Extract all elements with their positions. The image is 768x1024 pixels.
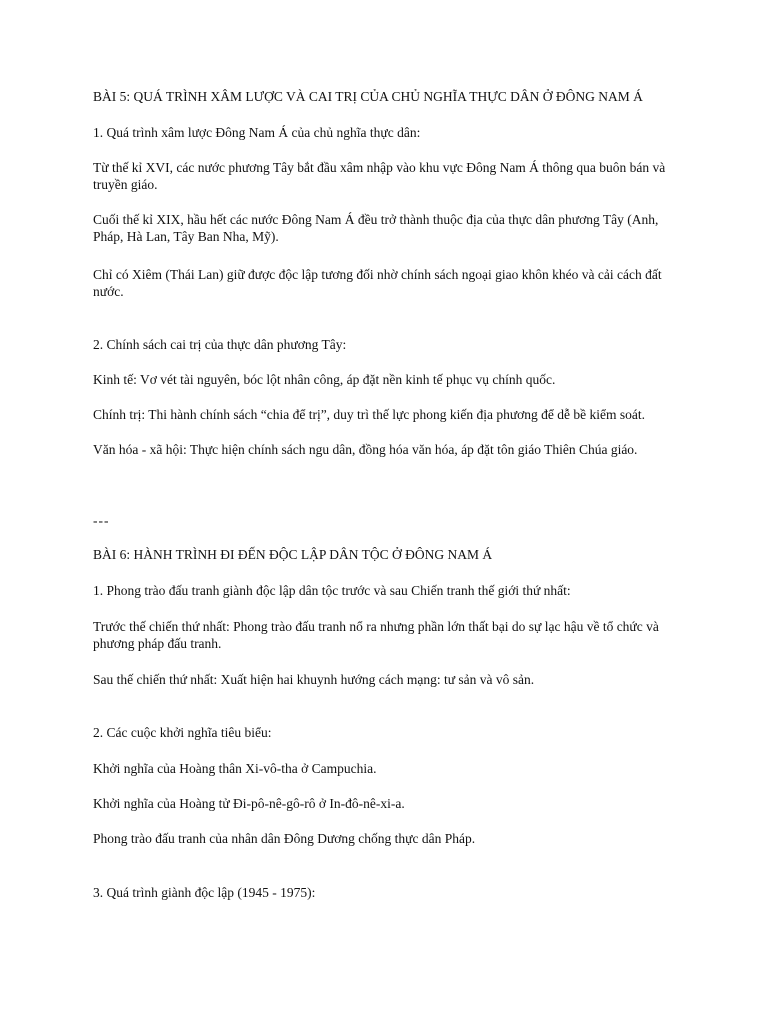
lesson5-section1-heading: 1. Quá trình xâm lược Đông Nam Á của chủ nghĩa thực dân:: [93, 125, 421, 140]
lesson5-section1-paragraph: Từ thế kỉ XVI, các nước phương Tây bắt đầu xâm nhập vào khu vực Đông Nam Á thông qua buôn bán và truyền giáo.: [93, 160, 666, 192]
section-separator: ---: [93, 513, 110, 528]
lesson5-title: BÀI 5: QUÁ TRÌNH XÂM LƯỢC VÀ CAI TRỊ CỦA CHỦ NGHĨA THỰC DÂN Ở ĐÔNG NAM Á: [93, 89, 643, 104]
lesson5-section2-paragraph: Kinh tế: Vơ vét tài nguyên, bóc lột nhân công, áp đặt nền kinh tế phục vụ chính quốc.: [93, 372, 556, 387]
lesson6-section1-paragraph: Trước thế chiến thứ nhất: Phong trào đấu tranh nổ ra nhưng phần lớn thất bại do sự lạc hậu về tổ chức và phương pháp đấu tranh.: [93, 619, 659, 651]
lesson6-section1-paragraph: Sau thế chiến thứ nhất: Xuất hiện hai khuynh hướng cách mạng: tư sản và vô sản.: [93, 672, 535, 687]
lesson6-title: BÀI 6: HÀNH TRÌNH ĐI ĐẾN ĐỘC LẬP DÂN TỘC Ở ĐÔNG NAM Á: [93, 547, 493, 562]
lesson6-section3-heading: 3. Quá trình giành độc lập (1945 - 1975):: [93, 885, 316, 900]
lesson6-section2-paragraph: Khởi nghĩa của Hoàng tử Đi-pô-nê-gô-rô ở In-đô-nê-xi-a.: [93, 796, 405, 811]
lesson5-section1-paragraph: Cuối thế kỉ XIX, hầu hết các nước Đông Nam Á đều trở thành thuộc địa của thực dân phương Tây (Anh, Pháp, Hà Lan, Tây Ban Nha, Mỹ).: [93, 212, 659, 244]
lesson6-section2-paragraph: Khởi nghĩa của Hoàng thân Xi-vô-tha ở Campuchia.: [93, 761, 377, 776]
lesson5-section1-paragraph: Chỉ có Xiêm (Thái Lan) giữ được độc lập tương đối nhờ chính sách ngoại giao khôn khéo và cải cách đất nước.: [93, 267, 662, 299]
lesson6-section2-heading: 2. Các cuộc khởi nghĩa tiêu biểu:: [93, 725, 272, 740]
lesson6-section1-heading: 1. Phong trào đấu tranh giành độc lập dân tộc trước và sau Chiến tranh thế giới thứ nhất:: [93, 583, 571, 598]
lesson5-section2-paragraph: Văn hóa - xã hội: Thực hiện chính sách ngu dân, đồng hóa văn hóa, áp đặt tôn giáo Thiên Chúa giáo.: [93, 442, 638, 457]
lesson5-section2-heading: 2. Chính sách cai trị của thực dân phương Tây:: [93, 337, 347, 352]
lesson6-section2-paragraph: Phong trào đấu tranh của nhân dân Đông Dương chống thực dân Pháp.: [93, 831, 476, 846]
lesson5-section2-paragraph: Chính trị: Thi hành chính sách “chia để trị”, duy trì thế lực phong kiến địa phương để dễ bề kiểm soát.: [93, 407, 646, 422]
